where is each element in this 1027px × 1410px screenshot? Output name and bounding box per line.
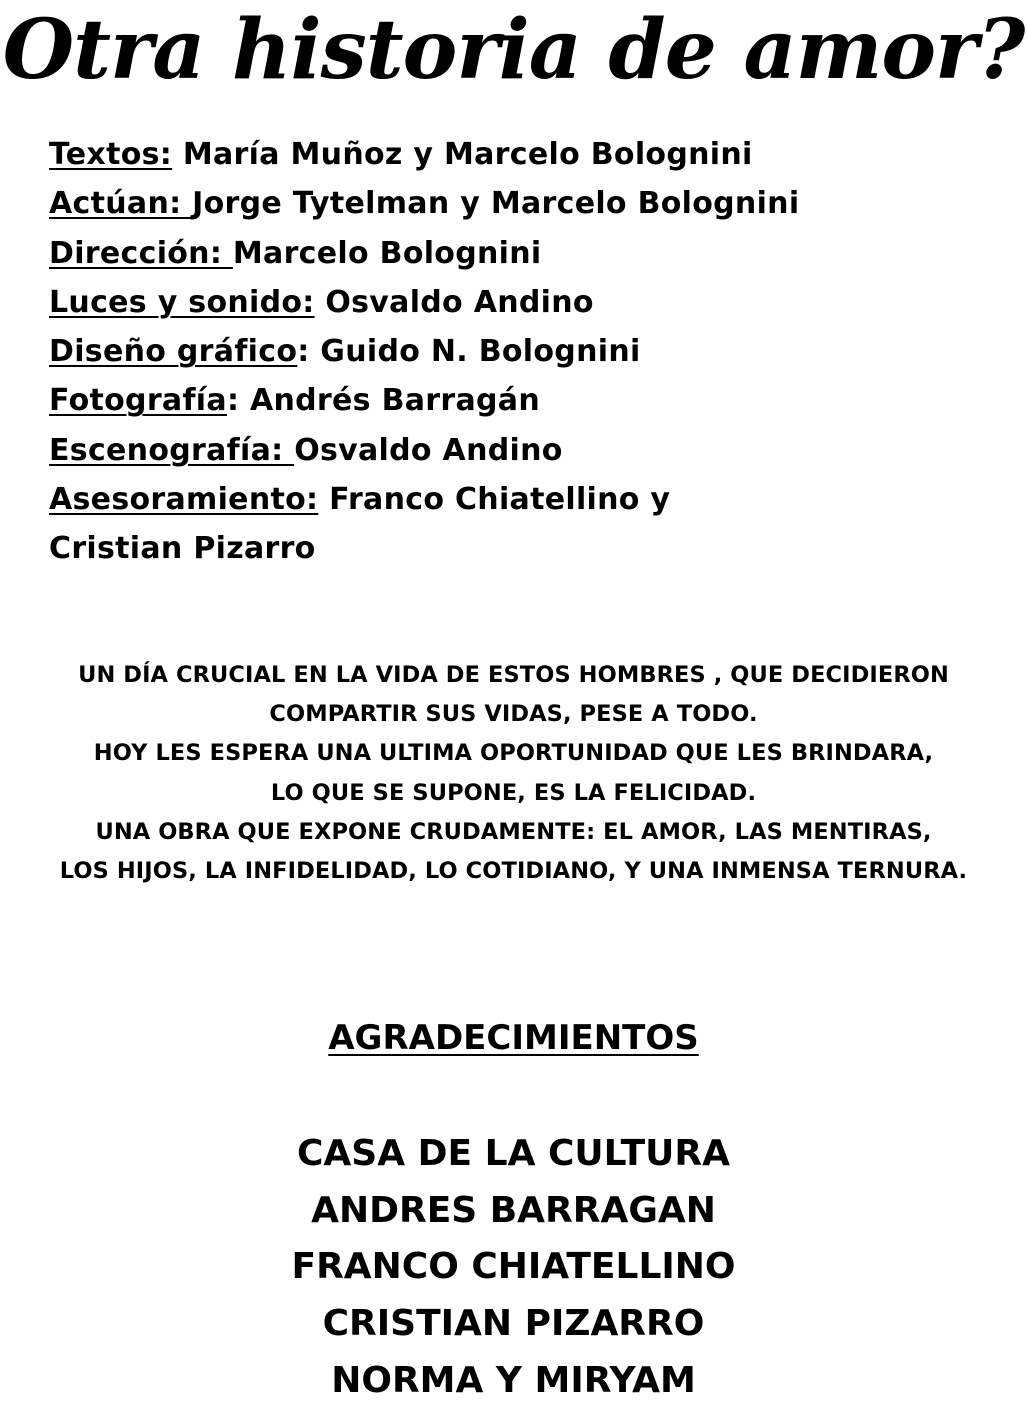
credit-value: Marcelo Bolognini [232,235,542,271]
credit-value: Jorge Tytelman y Marcelo Bolognini [192,186,800,222]
page-title: Otra historia de amor? [2,2,1025,98]
synopsis-line: COMPARTIR SUS VIDAS, PESE A TODO. [269,701,758,728]
credit-line-cast [49,179,1009,228]
synopsis-line: LOS HIJOS, LA INFIDELIDAD, LO COTIDIANO, Y UNA INMENSA TERNURA. [59,858,968,885]
thanks-heading [0,1014,1027,1062]
credit-label: Escenografía: [49,432,295,468]
credit-line-texts [49,130,1009,179]
credit-value: Cristian Pizarro [49,531,316,567]
credit-line-photography [49,376,1009,425]
credit-label: Actúan: [49,186,193,222]
credit-value: : Guido N. Bolognini [297,334,641,370]
thanks-item: FRANCO CHIATELLINO [291,1246,736,1288]
credit-line-graphic-design [49,327,1009,376]
credit-line-advisory-cont [49,524,1009,573]
credit-line-set-design [49,426,1009,475]
thanks-item: CASA DE LA CULTURA [297,1133,730,1174]
credit-label: Fotografía [49,383,227,419]
credit-line-lights-sound [49,278,1009,327]
credit-value: Osvaldo Andino [314,284,594,320]
credit-line-advisory [49,475,1009,524]
thanks-heading-text: AGRADECIMIENTOS [328,1018,699,1058]
thanks-list [0,1126,1027,1410]
credit-label: Luces y sonido: [49,284,315,320]
credit-line-direction [49,229,1009,278]
credits-list [49,130,1009,574]
synopsis-line: UNA OBRA QUE EXPONE CRUDAMENTE: EL AMOR, LAS MENTIRAS, [95,818,932,845]
thanks-item: ANDRES BARRAGAN [311,1189,716,1231]
credit-value: Osvaldo Andino [294,432,563,468]
synopsis-line: HOY LES ESPERA UNA ULTIMA OPORTUNIDAD QUE LES BRINDARA, [93,740,934,767]
credit-label: Textos: [49,137,173,172]
credit-value: María Muñoz y Marcelo Bolognini [172,137,753,172]
credit-label: Dirección: [49,235,233,271]
synopsis [0,656,1027,891]
thanks-item: NORMA Y MIRYAM [331,1359,696,1401]
synopsis-line: UN DÍA CRUCIAL EN LA VIDA DE ESTOS HOMBRES , QUE DECIDIERON [78,662,949,688]
credit-value: : Andrés Barragán [226,383,540,419]
credit-label: Diseño gráfico [49,334,298,370]
synopsis-line: LO QUE SE SUPONE, ES LA FELICIDAD. [270,779,757,806]
thanks-item: CRISTIAN PIZARRO [322,1303,705,1345]
credit-label: Asesoramiento: [49,482,319,518]
credit-value: Franco Chiatellino y [318,482,671,518]
